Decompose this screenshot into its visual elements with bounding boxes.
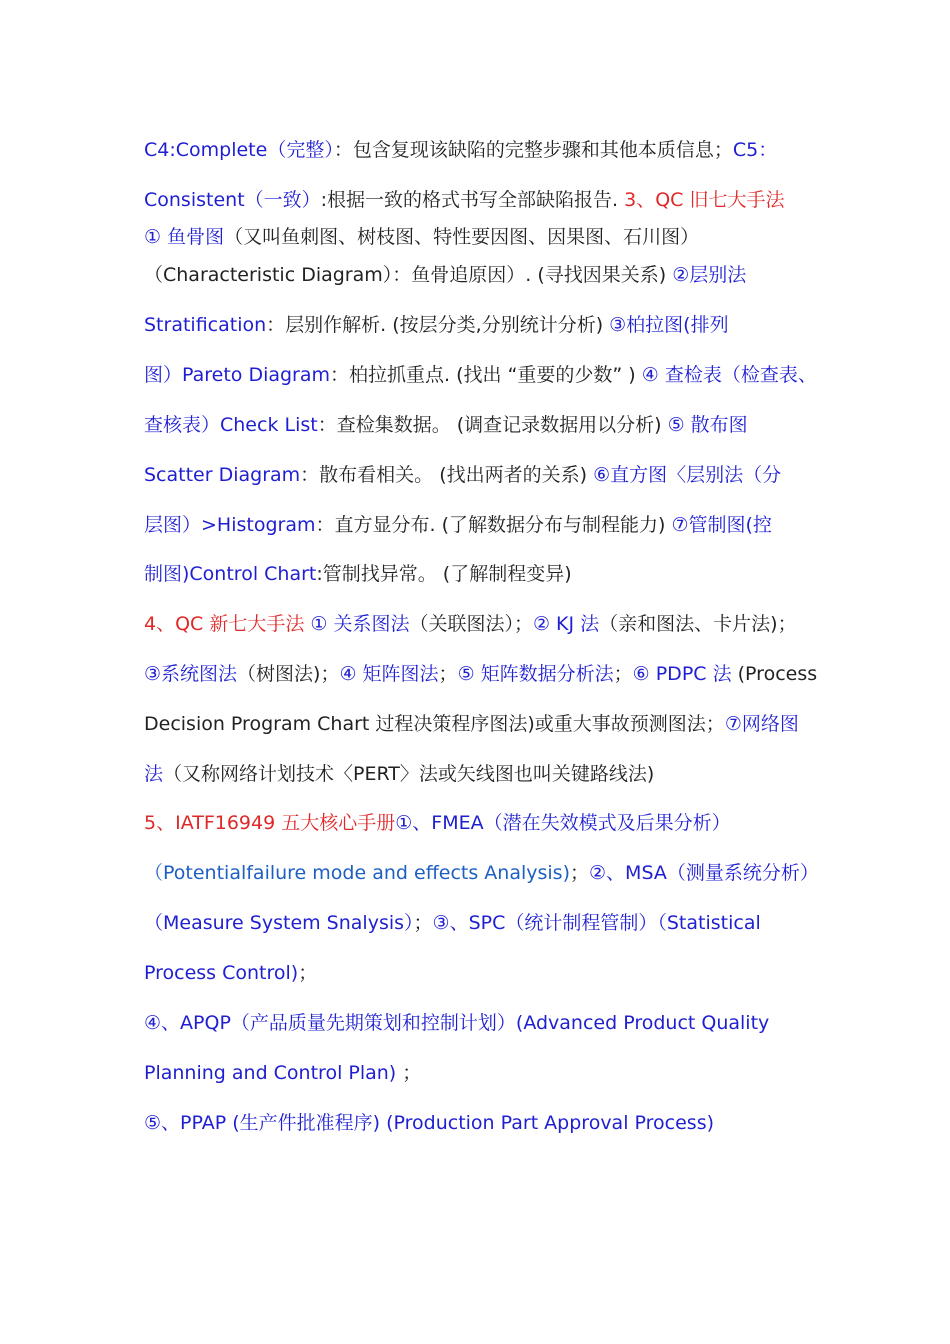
text-line-8 bbox=[144, 462, 781, 488]
text-segment: Scatter Diagram bbox=[144, 464, 301, 486]
text-segment: Consistent（一致） bbox=[144, 189, 321, 211]
text-segment: ：直方显分布. (了解数据分布与制程能力) bbox=[315, 514, 672, 536]
text-segment: ：包含复现该缺陷的完整步骤和其他本质信息； bbox=[333, 139, 733, 161]
text-segment: ⑤ 矩阵数据分析法 bbox=[457, 663, 614, 685]
text-segment: ⑥ PDPC 法 bbox=[632, 663, 732, 685]
text-segment: ②、MSA（测量系统分析） bbox=[589, 862, 819, 884]
text-segment: ④ 查检表（检查表、 bbox=[641, 364, 817, 386]
text-line-19 bbox=[144, 1010, 769, 1036]
text-line-14 bbox=[144, 761, 654, 787]
text-line-6 bbox=[144, 362, 817, 388]
text-segment: （树图法)； bbox=[237, 663, 340, 685]
text-segment: ③、SPC（统计制程管制）（Statistical bbox=[432, 912, 761, 934]
text-segment: （又称网络计划技术〈PERT〉法或矢线图也叫关键路线法) bbox=[163, 763, 655, 785]
text-line-9 bbox=[144, 512, 772, 538]
text-segment: ：层别作解析. (按层分类,分别统计分析) bbox=[266, 314, 610, 336]
text-line-1 bbox=[144, 137, 777, 163]
text-segment: Process Control) bbox=[144, 962, 299, 984]
text-segment: ； bbox=[438, 663, 458, 685]
text-line-13 bbox=[144, 711, 799, 737]
text-segment: 查核表）Check List bbox=[144, 414, 318, 436]
text-segment: :根据一致的格式书写全部缺陷报告. bbox=[320, 189, 625, 211]
text-segment: （亲和图法、卡片法)； bbox=[599, 613, 797, 635]
text-line-11 bbox=[144, 611, 797, 637]
text-segment: 4、QC 新七大手法 bbox=[144, 613, 311, 635]
text-segment: ①、FMEA（潜在失效模式及后果分析） bbox=[395, 812, 731, 834]
text-segment: ③系统图法 bbox=[144, 663, 238, 685]
text-segment: 5、IATF16949 五大核心手册 bbox=[144, 812, 396, 834]
text-line-17 bbox=[144, 910, 761, 936]
text-line-10 bbox=[144, 561, 572, 587]
text-segment: （Measure System Snalysis） bbox=[144, 912, 414, 934]
text-segment: ④ 矩阵图法 bbox=[339, 663, 439, 685]
text-segment: ③柏拉图(排列 bbox=[609, 314, 729, 336]
text-segment: C5： bbox=[732, 139, 778, 161]
text-segment: 制图)Control Chart bbox=[144, 563, 317, 585]
text-segment: ⑤ 散布图 bbox=[667, 414, 748, 436]
text-segment: 3、QC 旧七大手法 bbox=[624, 189, 785, 211]
text-line-20 bbox=[144, 1060, 421, 1086]
text-segment: （Characteristic Diagram）：鱼骨追原因）. (寻找因果关系) bbox=[144, 264, 673, 286]
text-segment: ④、APQP（产品质量先期策划和控制计划）(Advanced Product Quality bbox=[144, 1012, 770, 1034]
text-segment: ：柏拉抓重点. (找出 “重要的少数” ) bbox=[330, 364, 642, 386]
text-segment: :管制找异常。 (了解制程变异) bbox=[316, 563, 572, 585]
text-segment: ； bbox=[413, 912, 433, 934]
text-segment: ⑤、PPAP (生产件批准程序) (Production Part Approval Process) bbox=[144, 1112, 715, 1134]
text-segment: ① 鱼骨图 bbox=[144, 226, 225, 248]
text-segment: 图）Pareto Diagram bbox=[144, 364, 331, 386]
text-segment: ； bbox=[570, 862, 590, 884]
text-segment: Stratification bbox=[144, 314, 267, 336]
text-segment: （Potentialfailure mode and effects Analysis) bbox=[144, 862, 570, 884]
text-segment: C4:Complete（完整） bbox=[144, 139, 334, 161]
text-line-15 bbox=[144, 810, 731, 836]
text-segment: （又叫鱼刺图、树枝图、特性要因图、因果图、石川图） bbox=[224, 226, 700, 248]
text-segment: （关联图法）； bbox=[409, 613, 533, 635]
text-segment: ② KJ 法 bbox=[532, 613, 600, 635]
text-segment: ：查检集数据。 (调查记录数据用以分析) bbox=[317, 414, 668, 436]
text-line-4 bbox=[144, 262, 746, 288]
text-segment: 层图）>Histogram bbox=[144, 514, 316, 536]
text-segment: Planning and Control Plan) bbox=[144, 1062, 397, 1084]
text-line-3 bbox=[144, 224, 699, 250]
text-line-18 bbox=[144, 960, 317, 986]
text-segment: ：散布看相关。 (找出两者的关系) bbox=[300, 464, 594, 486]
text-line-12 bbox=[144, 661, 817, 687]
text-line-7 bbox=[144, 412, 748, 438]
text-segment: 法 bbox=[144, 763, 164, 785]
text-line-21 bbox=[144, 1110, 714, 1136]
text-segment: ； bbox=[613, 663, 633, 685]
text-segment: ； bbox=[298, 962, 318, 984]
text-segment: ； bbox=[396, 1062, 422, 1084]
text-segment: ⑦网络图 bbox=[724, 713, 799, 735]
text-line-16 bbox=[144, 860, 819, 886]
text-line-2 bbox=[144, 187, 785, 213]
text-segment: ②层别法 bbox=[672, 264, 747, 286]
text-line-5 bbox=[144, 312, 729, 338]
text-segment: ⑦管制图(控 bbox=[671, 514, 772, 536]
text-segment: ⑥直方图〈层别法（分 bbox=[593, 464, 782, 486]
text-segment: (Process bbox=[731, 663, 818, 685]
text-segment: Decision Program Chart 过程决策程序图法)或重大事故预测图法； bbox=[144, 713, 725, 735]
text-segment: ① 关系图法 bbox=[310, 613, 410, 635]
